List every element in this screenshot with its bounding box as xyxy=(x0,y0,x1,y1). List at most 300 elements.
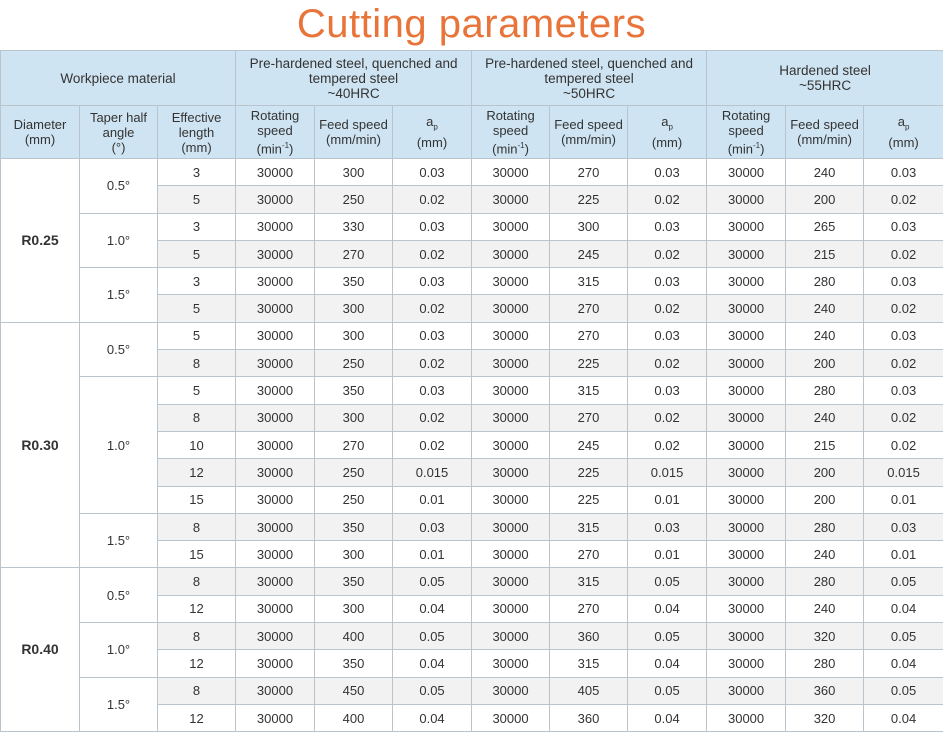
feed-speed-cell: 320 xyxy=(786,704,864,731)
cutting-parameters-table xyxy=(0,50,943,732)
ap-cell: 0.04 xyxy=(628,595,707,622)
rotating-speed-cell: 30000 xyxy=(707,650,786,677)
ap-symbol: a xyxy=(898,114,905,129)
group-header-40hrc xyxy=(236,51,472,106)
feed-speed-cell: 315 xyxy=(550,513,628,540)
header-line: (°) xyxy=(80,140,157,155)
ap-cell: 0.02 xyxy=(628,295,707,322)
rotating-speed-cell: 30000 xyxy=(472,541,550,568)
feed-speed-cell: 270 xyxy=(550,404,628,431)
rotating-speed-cell: 30000 xyxy=(236,650,315,677)
rotating-speed-cell: 30000 xyxy=(472,623,550,650)
header-row-groups xyxy=(1,51,943,106)
ap-cell: 0.03 xyxy=(864,377,943,404)
ap-cell: 0.05 xyxy=(393,623,472,650)
header-line: (mm/min) xyxy=(786,132,863,147)
feed-speed-cell: 315 xyxy=(550,377,628,404)
unit-sup: -1 xyxy=(753,141,760,150)
ap-cell: 0.04 xyxy=(628,650,707,677)
taper-angle-cell: 1.5° xyxy=(80,677,158,732)
header-line: Rotating xyxy=(472,108,549,123)
rotating-speed-cell: 30000 xyxy=(707,213,786,240)
rotating-speed-cell: 30000 xyxy=(707,704,786,731)
rotating-speed-cell: 30000 xyxy=(707,350,786,377)
rotating-speed-cell: 30000 xyxy=(472,513,550,540)
ap-cell: 0.02 xyxy=(393,295,472,322)
rotating-speed-cell: 30000 xyxy=(472,268,550,295)
rotating-speed-cell: 30000 xyxy=(707,322,786,349)
feed-speed-cell: 270 xyxy=(550,595,628,622)
ap-cell: 0.05 xyxy=(393,568,472,595)
ap-cell: 0.05 xyxy=(864,568,943,595)
group-line: ~55HRC xyxy=(707,78,943,93)
feed-speed-cell: 400 xyxy=(315,704,393,731)
effective-length-cell: 8 xyxy=(158,568,236,595)
workpiece-material-header: Workpiece material xyxy=(1,51,236,106)
rotating-speed-cell: 30000 xyxy=(472,568,550,595)
ap-cell: 0.04 xyxy=(393,704,472,731)
rotating-speed-cell: 30000 xyxy=(472,704,550,731)
header-row-columns xyxy=(1,106,943,159)
table-row xyxy=(1,377,943,404)
feed-speed-cell: 360 xyxy=(786,677,864,704)
unit-end: ) xyxy=(760,141,764,156)
header-line: Feed speed xyxy=(315,117,392,132)
effective-length-cell: 12 xyxy=(158,650,236,677)
feed-speed-cell: 315 xyxy=(550,268,628,295)
ap-cell: 0.02 xyxy=(393,186,472,213)
header-line: Taper half xyxy=(80,110,157,125)
feed-speed-cell: 450 xyxy=(315,677,393,704)
rotating-speed-cell: 30000 xyxy=(236,623,315,650)
ap-symbol: a xyxy=(661,114,668,129)
rotating-speed-cell: 30000 xyxy=(707,268,786,295)
header-line: (mm) xyxy=(393,135,471,150)
ap-cell: 0.05 xyxy=(393,677,472,704)
feed-speed-cell: 315 xyxy=(550,650,628,677)
ap-cell: 0.02 xyxy=(393,240,472,267)
table-row xyxy=(1,513,943,540)
effective-length-cell: 5 xyxy=(158,186,236,213)
ap-cell: 0.05 xyxy=(864,623,943,650)
feed-speed-cell: 350 xyxy=(315,268,393,295)
feed-speed-cell: 250 xyxy=(315,486,393,513)
effective-length-cell: 3 xyxy=(158,159,236,186)
ap-sub: p xyxy=(433,123,437,132)
feed-speed-cell: 215 xyxy=(786,240,864,267)
header-line xyxy=(628,114,706,135)
taper-angle-cell: 0.5° xyxy=(80,568,158,623)
rotating-speed-cell: 30000 xyxy=(707,377,786,404)
feed-speed-cell: 320 xyxy=(786,623,864,650)
rotating-speed-cell: 30000 xyxy=(236,404,315,431)
rotating-speed-cell: 30000 xyxy=(472,486,550,513)
ap-cell: 0.02 xyxy=(393,350,472,377)
group-line: tempered steel xyxy=(472,71,706,86)
feed-speed-cell: 250 xyxy=(315,186,393,213)
ap-cell: 0.03 xyxy=(864,159,943,186)
rotating-speed-cell: 30000 xyxy=(236,159,315,186)
ap-cell: 0.02 xyxy=(864,431,943,458)
ap-header xyxy=(628,106,707,159)
ap-cell: 0.04 xyxy=(393,595,472,622)
rotating-speed-cell: 30000 xyxy=(707,404,786,431)
ap-cell: 0.04 xyxy=(864,704,943,731)
rotating-speed-cell: 30000 xyxy=(707,677,786,704)
ap-cell: 0.03 xyxy=(393,513,472,540)
ap-cell: 0.03 xyxy=(628,159,707,186)
effective-length-cell: 8 xyxy=(158,623,236,650)
rotating-speed-cell: 30000 xyxy=(236,568,315,595)
feed-speed-cell: 250 xyxy=(315,459,393,486)
feed-speed-header xyxy=(550,106,628,159)
feed-speed-cell: 270 xyxy=(550,322,628,349)
table-row xyxy=(1,268,943,295)
feed-speed-header xyxy=(786,106,864,159)
feed-speed-cell: 350 xyxy=(315,377,393,404)
rotating-speed-cell: 30000 xyxy=(707,595,786,622)
header-line: (mm/min) xyxy=(550,132,627,147)
feed-speed-cell: 270 xyxy=(550,295,628,322)
feed-speed-cell: 315 xyxy=(550,568,628,595)
feed-speed-cell: 280 xyxy=(786,377,864,404)
rotating-speed-cell: 30000 xyxy=(707,541,786,568)
rotating-speed-cell: 30000 xyxy=(236,322,315,349)
table-row xyxy=(1,213,943,240)
ap-cell: 0.02 xyxy=(393,431,472,458)
feed-speed-cell: 280 xyxy=(786,268,864,295)
rotating-speed-cell: 30000 xyxy=(472,186,550,213)
header-line: Rotating xyxy=(707,108,785,123)
ap-cell: 0.03 xyxy=(864,268,943,295)
rotating-speed-cell: 30000 xyxy=(236,486,315,513)
feed-speed-cell: 360 xyxy=(550,704,628,731)
rotating-speed-cell: 30000 xyxy=(472,677,550,704)
taper-angle-cell: 1.0° xyxy=(80,213,158,268)
rotating-speed-header xyxy=(236,106,315,159)
effective-length-header xyxy=(158,106,236,159)
diameter-cell: R0.25 xyxy=(1,159,80,323)
group-header-50hrc xyxy=(472,51,707,106)
ap-cell: 0.04 xyxy=(864,650,943,677)
feed-speed-cell: 200 xyxy=(786,186,864,213)
feed-speed-cell: 350 xyxy=(315,650,393,677)
header-line: Effective xyxy=(158,110,235,125)
rotating-speed-cell: 30000 xyxy=(707,486,786,513)
rotating-speed-cell: 30000 xyxy=(472,350,550,377)
ap-cell: 0.05 xyxy=(628,677,707,704)
taper-angle-cell: 1.5° xyxy=(80,268,158,323)
page-title: Cutting parameters xyxy=(0,0,943,50)
rotating-speed-cell: 30000 xyxy=(236,295,315,322)
rotating-speed-cell: 30000 xyxy=(236,541,315,568)
feed-speed-cell: 350 xyxy=(315,513,393,540)
feed-speed-cell: 300 xyxy=(315,159,393,186)
taper-angle-cell: 1.0° xyxy=(80,623,158,678)
unit-end: ) xyxy=(289,141,293,156)
effective-length-cell: 15 xyxy=(158,541,236,568)
ap-cell: 0.03 xyxy=(864,213,943,240)
header-line: Diameter xyxy=(1,117,79,132)
table-row xyxy=(1,159,943,186)
feed-speed-cell: 225 xyxy=(550,186,628,213)
rotating-speed-cell: 30000 xyxy=(707,568,786,595)
ap-header xyxy=(864,106,943,159)
ap-cell: 0.05 xyxy=(864,677,943,704)
feed-speed-cell: 270 xyxy=(315,240,393,267)
feed-speed-cell: 240 xyxy=(786,595,864,622)
rotating-speed-cell: 30000 xyxy=(707,159,786,186)
feed-speed-cell: 300 xyxy=(315,404,393,431)
effective-length-cell: 3 xyxy=(158,213,236,240)
header-line: speed xyxy=(472,123,549,138)
header-line: Feed speed xyxy=(786,117,863,132)
group-line: Pre-hardened steel, quenched and xyxy=(236,56,471,71)
effective-length-cell: 8 xyxy=(158,350,236,377)
ap-sub: p xyxy=(905,123,909,132)
header-line: angle xyxy=(80,125,157,140)
table-row xyxy=(1,623,943,650)
feed-speed-cell: 240 xyxy=(786,404,864,431)
ap-cell: 0.02 xyxy=(628,186,707,213)
rotating-speed-header xyxy=(472,106,550,159)
ap-symbol: a xyxy=(426,114,433,129)
feed-speed-cell: 265 xyxy=(786,213,864,240)
feed-speed-cell: 280 xyxy=(786,513,864,540)
rotating-speed-cell: 30000 xyxy=(472,213,550,240)
effective-length-cell: 3 xyxy=(158,268,236,295)
header-line: length xyxy=(158,125,235,140)
rotating-speed-cell: 30000 xyxy=(472,240,550,267)
feed-speed-cell: 225 xyxy=(550,486,628,513)
ap-cell: 0.02 xyxy=(864,350,943,377)
rotating-speed-cell: 30000 xyxy=(707,459,786,486)
effective-length-cell: 5 xyxy=(158,295,236,322)
effective-length-cell: 5 xyxy=(158,240,236,267)
rotating-speed-cell: 30000 xyxy=(472,431,550,458)
group-line: ~50HRC xyxy=(472,86,706,101)
taper-half-angle-header xyxy=(80,106,158,159)
taper-angle-cell: 0.5° xyxy=(80,159,158,214)
header-line: speed xyxy=(707,123,785,138)
taper-angle-cell: 1.0° xyxy=(80,377,158,513)
ap-cell: 0.03 xyxy=(628,268,707,295)
ap-cell: 0.01 xyxy=(393,541,472,568)
feed-speed-cell: 245 xyxy=(550,240,628,267)
rotating-speed-cell: 30000 xyxy=(472,295,550,322)
group-line: Pre-hardened steel, quenched and xyxy=(472,56,706,71)
ap-cell: 0.03 xyxy=(393,377,472,404)
rotating-speed-cell: 30000 xyxy=(236,240,315,267)
ap-cell: 0.03 xyxy=(393,159,472,186)
ap-cell: 0.04 xyxy=(864,595,943,622)
feed-speed-cell: 240 xyxy=(786,541,864,568)
rotating-speed-cell: 30000 xyxy=(472,650,550,677)
ap-cell: 0.04 xyxy=(393,650,472,677)
diameter-cell: R0.40 xyxy=(1,568,80,732)
feed-speed-cell: 240 xyxy=(786,159,864,186)
rotating-speed-cell: 30000 xyxy=(707,513,786,540)
ap-cell: 0.03 xyxy=(864,322,943,349)
rotating-speed-cell: 30000 xyxy=(236,513,315,540)
effective-length-cell: 8 xyxy=(158,404,236,431)
feed-speed-cell: 245 xyxy=(550,431,628,458)
header-line: (mm/min) xyxy=(315,132,392,147)
unit-text: (min xyxy=(728,141,753,156)
ap-cell: 0.05 xyxy=(628,623,707,650)
ap-cell: 0.02 xyxy=(864,240,943,267)
header-line xyxy=(472,138,549,156)
feed-speed-cell: 215 xyxy=(786,431,864,458)
ap-cell: 0.05 xyxy=(628,568,707,595)
rotating-speed-cell: 30000 xyxy=(707,623,786,650)
header-line: speed xyxy=(236,123,314,138)
feed-speed-cell: 250 xyxy=(315,350,393,377)
rotating-speed-cell: 30000 xyxy=(236,431,315,458)
header-line: (mm) xyxy=(158,140,235,155)
table-row xyxy=(1,322,943,349)
ap-cell: 0.02 xyxy=(864,186,943,213)
rotating-speed-cell: 30000 xyxy=(472,377,550,404)
feed-speed-cell: 300 xyxy=(315,595,393,622)
rotating-speed-cell: 30000 xyxy=(472,322,550,349)
feed-speed-cell: 240 xyxy=(786,295,864,322)
effective-length-cell: 10 xyxy=(158,431,236,458)
ap-cell: 0.04 xyxy=(628,704,707,731)
feed-speed-cell: 200 xyxy=(786,350,864,377)
effective-length-cell: 12 xyxy=(158,595,236,622)
header-line xyxy=(393,114,471,135)
effective-length-cell: 12 xyxy=(158,459,236,486)
rotating-speed-cell: 30000 xyxy=(236,213,315,240)
rotating-speed-cell: 30000 xyxy=(707,431,786,458)
group-header-55hrc xyxy=(707,51,943,106)
feed-speed-cell: 240 xyxy=(786,322,864,349)
ap-cell: 0.01 xyxy=(864,541,943,568)
feed-speed-cell: 270 xyxy=(550,541,628,568)
effective-length-cell: 8 xyxy=(158,513,236,540)
ap-cell: 0.015 xyxy=(628,459,707,486)
rotating-speed-cell: 30000 xyxy=(236,186,315,213)
ap-cell: 0.015 xyxy=(393,459,472,486)
feed-speed-header xyxy=(315,106,393,159)
rotating-speed-cell: 30000 xyxy=(236,377,315,404)
unit-text: (min xyxy=(492,141,517,156)
header-line: Rotating xyxy=(236,108,314,123)
feed-speed-cell: 360 xyxy=(550,623,628,650)
table-body xyxy=(1,159,943,732)
rotating-speed-cell: 30000 xyxy=(236,350,315,377)
rotating-speed-cell: 30000 xyxy=(236,459,315,486)
header-line: (mm) xyxy=(628,135,706,150)
feed-speed-cell: 300 xyxy=(315,322,393,349)
ap-cell: 0.02 xyxy=(864,404,943,431)
group-line: tempered steel xyxy=(236,71,471,86)
effective-length-cell: 8 xyxy=(158,677,236,704)
taper-angle-cell: 0.5° xyxy=(80,322,158,377)
header-line xyxy=(236,138,314,156)
rotating-speed-header xyxy=(707,106,786,159)
ap-header xyxy=(393,106,472,159)
feed-speed-cell: 270 xyxy=(315,431,393,458)
rotating-speed-cell: 30000 xyxy=(236,595,315,622)
feed-speed-cell: 300 xyxy=(315,541,393,568)
ap-cell: 0.02 xyxy=(864,295,943,322)
ap-cell: 0.02 xyxy=(628,240,707,267)
group-line: ~40HRC xyxy=(236,86,471,101)
rotating-speed-cell: 30000 xyxy=(236,677,315,704)
feed-speed-cell: 330 xyxy=(315,213,393,240)
ap-cell: 0.01 xyxy=(393,486,472,513)
header-line: (mm) xyxy=(1,132,79,147)
ap-cell: 0.02 xyxy=(628,431,707,458)
ap-cell: 0.03 xyxy=(393,322,472,349)
rotating-speed-cell: 30000 xyxy=(472,404,550,431)
rotating-speed-cell: 30000 xyxy=(707,240,786,267)
group-line: Hardened steel xyxy=(707,63,943,78)
header-line: Feed speed xyxy=(550,117,627,132)
ap-cell: 0.03 xyxy=(628,322,707,349)
feed-speed-cell: 300 xyxy=(550,213,628,240)
rotating-speed-cell: 30000 xyxy=(707,295,786,322)
ap-cell: 0.03 xyxy=(393,268,472,295)
table-row xyxy=(1,677,943,704)
unit-end: ) xyxy=(525,141,529,156)
rotating-speed-cell: 30000 xyxy=(472,159,550,186)
ap-cell: 0.03 xyxy=(628,377,707,404)
effective-length-cell: 12 xyxy=(158,704,236,731)
feed-speed-cell: 270 xyxy=(550,159,628,186)
unit-sup: -1 xyxy=(282,141,289,150)
rotating-speed-cell: 30000 xyxy=(472,595,550,622)
feed-speed-cell: 225 xyxy=(550,459,628,486)
header-line xyxy=(864,114,943,135)
ap-cell: 0.02 xyxy=(628,350,707,377)
ap-cell: 0.03 xyxy=(864,513,943,540)
feed-speed-cell: 300 xyxy=(315,295,393,322)
feed-speed-cell: 225 xyxy=(550,350,628,377)
ap-cell: 0.03 xyxy=(393,213,472,240)
feed-speed-cell: 280 xyxy=(786,650,864,677)
effective-length-cell: 15 xyxy=(158,486,236,513)
rotating-speed-cell: 30000 xyxy=(236,268,315,295)
ap-cell: 0.02 xyxy=(393,404,472,431)
diameter-cell: R0.30 xyxy=(1,322,80,568)
ap-cell: 0.015 xyxy=(864,459,943,486)
rotating-speed-cell: 30000 xyxy=(236,704,315,731)
feed-speed-cell: 280 xyxy=(786,568,864,595)
feed-speed-cell: 350 xyxy=(315,568,393,595)
rotating-speed-cell: 30000 xyxy=(707,186,786,213)
ap-sub: p xyxy=(668,123,672,132)
diameter-header xyxy=(1,106,80,159)
rotating-speed-cell: 30000 xyxy=(472,459,550,486)
table-row xyxy=(1,568,943,595)
ap-cell: 0.01 xyxy=(628,541,707,568)
ap-cell: 0.03 xyxy=(628,513,707,540)
feed-speed-cell: 200 xyxy=(786,459,864,486)
effective-length-cell: 5 xyxy=(158,322,236,349)
unit-text: (min xyxy=(257,141,282,156)
header-line: (mm) xyxy=(864,135,943,150)
feed-speed-cell: 400 xyxy=(315,623,393,650)
ap-cell: 0.01 xyxy=(864,486,943,513)
header-line xyxy=(707,138,785,156)
unit-sup: -1 xyxy=(517,141,524,150)
feed-speed-cell: 200 xyxy=(786,486,864,513)
ap-cell: 0.02 xyxy=(628,404,707,431)
ap-cell: 0.03 xyxy=(628,213,707,240)
